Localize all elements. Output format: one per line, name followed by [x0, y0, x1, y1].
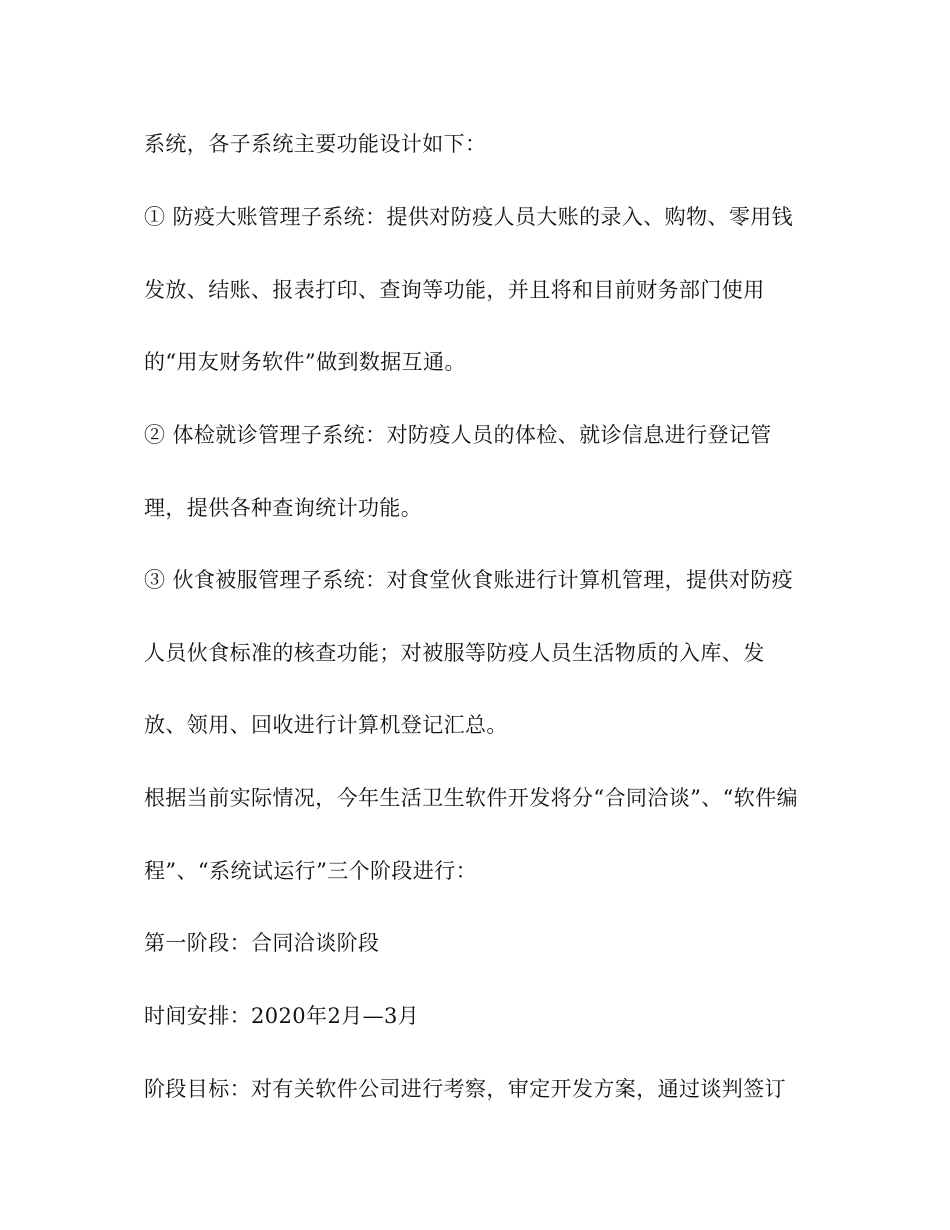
text-line: 阶段目标：对有关软件公司进行考察，审定开发方案，通过谈判签订: [144, 1077, 786, 1101]
text-line: 理，提供各种查询统计功能。: [144, 496, 423, 520]
text-line: ② 体检就诊管理子系统：对防疫人员的体检、就诊信息进行登记管: [144, 423, 772, 447]
text-line: 程”、“系统试运行”三个阶段进行：: [144, 859, 478, 883]
section-heading: 第一阶段：合同洽谈阶段: [144, 931, 380, 955]
text-line: 发放、结账、报表打印、查询等功能，并且将和目前财务部门使用: [144, 278, 765, 302]
text-line: 人员伙食标准的核查功能；对被服等防疫人员生活物质的入库、发: [144, 641, 765, 665]
text-line: 时间安排：2020年2月—3月: [144, 1004, 420, 1028]
text-line: 根据当前实际情况，今年生活卫生软件开发将分“合同洽谈”、“软件编: [144, 786, 799, 810]
text-line: 系统，各子系统主要功能设计如下：: [144, 132, 487, 156]
text-line: ③ 伙食被服管理子系统：对食堂伙食账进行计算机管理，提供对防疫: [144, 568, 794, 592]
text-line: 放、领用、回收进行计算机登记汇总。: [144, 713, 508, 737]
text-line: ① 防疫大账管理子系统：提供对防疫人员大账的录入、购物、零用钱: [144, 205, 794, 229]
text-line: 的“用友财务软件”做到数据互通。: [144, 350, 466, 374]
